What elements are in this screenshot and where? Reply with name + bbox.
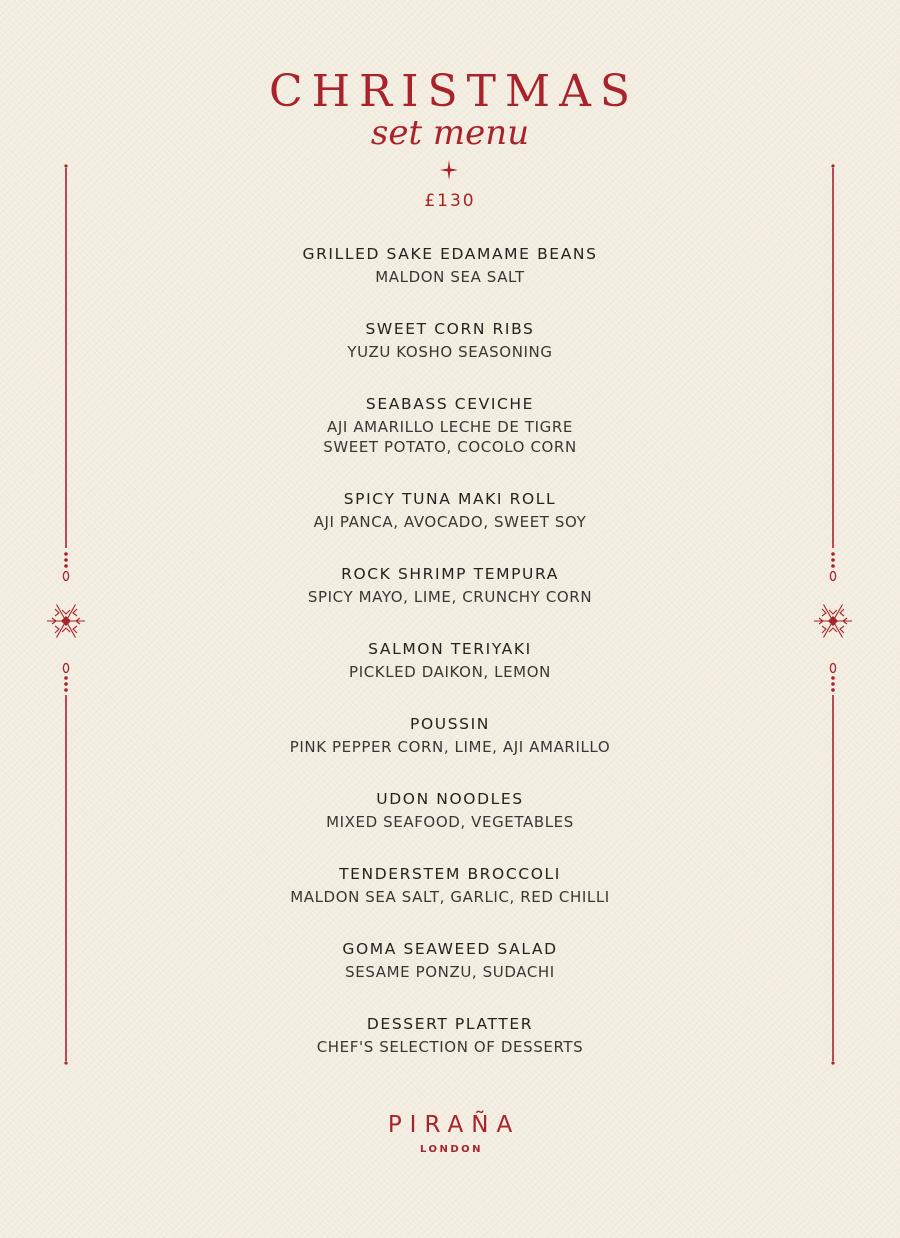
course-name: ROCK SHRIMP TEMPURA <box>341 565 559 583</box>
course-description: PINK PEPPER CORN, LIME, AJI AMARILLO <box>289 738 611 756</box>
snowflake-icon <box>814 605 852 638</box>
course-name: DESSERT PLATTER <box>366 1015 534 1033</box>
menu-course <box>0 489 900 532</box>
logo-name: PIRAÑA <box>387 1112 521 1138</box>
course-description: MALDON SEA SALT, GARLIC, RED CHILLI <box>290 888 610 906</box>
course-name: SPICY TUNA MAKI ROLL <box>343 490 557 508</box>
menu-course <box>0 864 900 907</box>
course-list <box>0 244 900 1089</box>
course-description: AJI AMARILLO LECHE DE TIGRE <box>327 418 573 436</box>
menu-price: £130 <box>424 191 476 211</box>
course-name: POUSSIN <box>410 715 490 733</box>
sparkle-icon <box>440 160 458 180</box>
menu-course <box>0 1014 900 1057</box>
menu-course <box>0 714 900 757</box>
menu-course <box>0 244 900 287</box>
course-name: SWEET CORN RIBS <box>365 320 535 338</box>
course-name: TENDERSTEM BROCCOLI <box>339 865 561 883</box>
course-description: YUZU KOSHO SEASONING <box>347 343 553 361</box>
course-name: GOMA SEAWEED SALAD <box>342 940 558 958</box>
menu-course <box>0 939 900 982</box>
course-name: GRILLED SAKE EDAMAME BEANS <box>302 245 598 263</box>
menu-subtitle: set menu <box>370 113 530 153</box>
course-name: SALMON TERIYAKI <box>368 640 532 658</box>
snowflake-icon <box>47 605 85 638</box>
course-description: AJI PANCA, AVOCADO, SWEET SOY <box>313 513 587 531</box>
course-description: PICKLED DAIKON, LEMON <box>349 663 551 681</box>
menu-course <box>0 394 900 457</box>
left-border-ornament <box>36 163 96 1067</box>
menu-course <box>0 319 900 362</box>
course-description: SESAME PONZU, SUDACHI <box>345 963 555 981</box>
course-description: CHEF'S SELECTION OF DESSERTS <box>316 1038 584 1056</box>
menu-course <box>0 789 900 832</box>
menu-course <box>0 564 900 607</box>
right-border-ornament <box>803 163 863 1067</box>
logo-location: LONDON <box>419 1144 484 1155</box>
course-name: UDON NOODLES <box>376 790 524 808</box>
course-description: MALDON SEA SALT <box>375 268 525 286</box>
brand-logo <box>0 1114 900 1155</box>
menu-title: CHRISTMAS <box>268 66 639 117</box>
course-name: SEABASS CEVICHE <box>365 395 535 413</box>
course-description: SWEET POTATO, COCOLO CORN <box>323 438 577 456</box>
menu-course <box>0 639 900 682</box>
course-description: SPICY MAYO, LIME, CRUNCHY CORN <box>307 588 593 606</box>
course-description: MIXED SEAFOOD, VEGETABLES <box>326 813 574 831</box>
